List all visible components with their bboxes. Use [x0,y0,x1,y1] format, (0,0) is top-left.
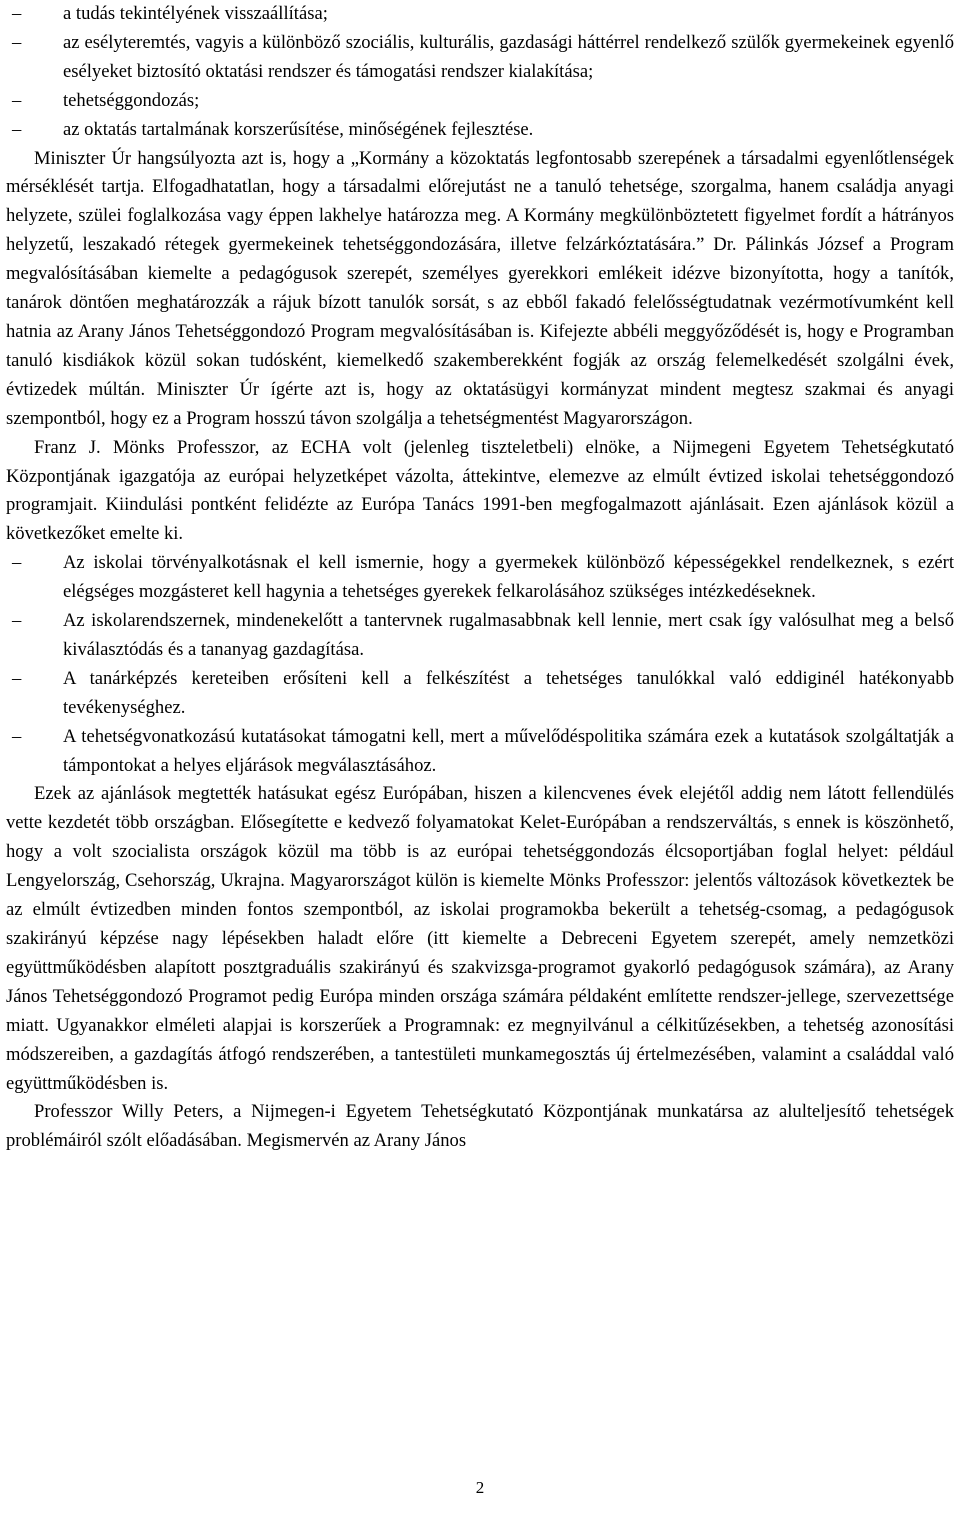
list-item-text: A tehetségvonatkozású kutatásokat támogatni kell, mert a művelődéspolitika számára ezek a kutatások szolgáltatják a támpontokat a helyes eljárások megválasztásához. [63,725,954,776]
list-item-text: Az iskolai törvényalkotásnak el kell ismernie, hogy a gyermekek különböző képességekkel rendelkeznek, s ezért elégséges mozgásteret kell hagynia a tehetséges gyerekek felkarolásához szükséges intézkedéseknek. [63,552,954,603]
list-item [6,665,954,723]
list-item [6,0,954,29]
list-item-text: az oktatás tartalmának korszerűsítése, minőségének fejlesztése. [63,118,534,140]
page-number: 2 [475,1478,485,1497]
goals-list [6,0,954,145]
list-item [6,87,954,116]
recommendations-list [6,549,954,780]
document-page [6,0,954,1156]
list-item-text: az esélyteremtés, vagyis a különböző szociális, kulturális, gazdasági háttérrel rendelkező szülők gyermekeinek egyenlő esélyeket biztosító oktatási rendszer és támogatási rendszer kialakítása; [63,31,954,82]
dash-bullet: – [12,725,22,747]
list-item [6,116,954,145]
paragraph-minister: Miniszter Úr hangsúlyozta azt is, hogy a „Kormány a közoktatás legfontosabb szerepének a társadalmi egyenlőtlenségek mérséklését tartja. Elfogadhatatlan, hogy a társadalmi előrejutást ne a tanuló tehetsége, szorgalma, hanem családja anyagi helyzete, szülei foglalkozása vagy éppen lakhelye határozza meg. A Kormány megkülönböztetett figyelmet fordít a hátrányos helyzetű, leszakadó rétegek gyermekeinek tehetséggondozására, illetve felzárkóztatására.” Dr. Pálinkás József a Program megvalósításában kiemelte a pedagógusok szerepét, személyes gyerekkori emlékeit idézve bizonyította, hogy a tanítók, tanárok döntően meghatározzák a rájuk bízott tanulók sorsát, s az ebből fakadó felelősségtudatnak vezérmotívumként kell hatnia az Arany János Tehetséggondozó Program megvalósításában is. Kifejezte abbéli meggyőződését is, hogy e Programban tanuló kisdiákok közül sokan tudósként, kiemelkedő szakemberekként fogják az ország felemelkedését szolgálni évek, évtizedek múltán. Miniszter Úr ígérte azt is, hogy az oktatásügyi kormányzat mindent megtesz szakmai és anyagi szempontból, hogy ez a Program hosszú távon szolgálja a tehetségmentést Magyarországon. [6,147,954,429]
paragraph-europe: Ezek az ajánlások megtették hatásukat egész Európában, hiszen a kilencvenes évek elejétől addig nem látott fellendülés vette kezdetét több országban. Elősegítette e kedvező folyamatokat Kelet-Európában a rendszerváltás, s ennek is köszönhető, hogy a volt szocialista országok közül ma több is az európai tehetséggondozás élcsoportjában foglal helyet: például Lengyelország, Csehország, Ukrajna. Magyarországot külön is kiemelte Mönks Professzor: jelentős változások következtek be az elmúlt évtizedben minden fontos szempontból, az iskolai programokba bekerült a tehetség-csomag, a pedagógusok szakirányú képzése nagy lépésekben haladt előre (itt kiemelte a Debreceni Egyetem szerepét, amely nemzetközi együttműködésben alapított posztgraduális szakirányú és szakvizsga-programot gyakorló pedagógusok számára), az Arany János Tehetséggondozó Programot pedig Európa minden országa számára példaként említette rendszer-jellege, szervezettsége miatt. Ugyanakkor elméleti alapjai is korszerűek a Programnak: ez megnyilvánul a célkitűzésekben, a tehetség azonosítási módszereiben, a gazdagítás átfogó rendszerében, a tantestületi munkamegosztás új értelmezésében, valamint a családdal való együttműködésben is. [6,783,954,1094]
dash-bullet: – [12,3,22,24]
list-item-text: A tanárképzés kereteiben erősíteni kell a felkészítést a tehetséges tanulókkal való eddiginél hatékonyabb tevékenységhez. [63,667,954,718]
dash-bullet: – [12,667,22,689]
list-item-text: Az iskolarendszernek, mindenekelőtt a tantervnek rugalmasabbnak kell lennie, mert csak így valósulhat meg a belső kiválasztódás és a tananyag gazdagítása. [63,610,954,660]
dash-bullet: – [12,610,22,632]
list-item [6,607,954,665]
list-item-text: tehetséggondozás; [63,89,200,111]
list-item [6,723,954,781]
list-item [6,549,954,607]
dash-bullet: – [12,31,22,53]
paragraph-peters: Professzor Willy Peters, a Nijmegen-i Egyetem Tehetségkutató Központjának munkatársa az alulteljesítő tehetségek problémáiról szólt előadásában. Megismervén az Arany János [6,1101,954,1152]
dash-bullet: – [12,118,22,140]
dash-bullet: – [12,552,22,574]
paragraph-monks: Franz J. Mönks Professzor, az ECHA volt (jelenleg tiszteletbeli) elnöke, a Nijmegeni Egyetem Tehetségkutató Központjának igazgatója az európai helyzetképet vázolta, áttekintve, elemezve az elmúlt évtized iskolai tehetséggondozó programjait. Kiindulási pontként felidézte az Európa Tanács 1991-ben megfogalmazott ajánlásait. Ezen ajánlások közül a következőket emelte ki. [6,436,954,545]
list-item-text: a tudás tekintélyének visszaállítása; [63,3,328,24]
list-item [6,29,954,87]
dash-bullet: – [12,89,22,111]
